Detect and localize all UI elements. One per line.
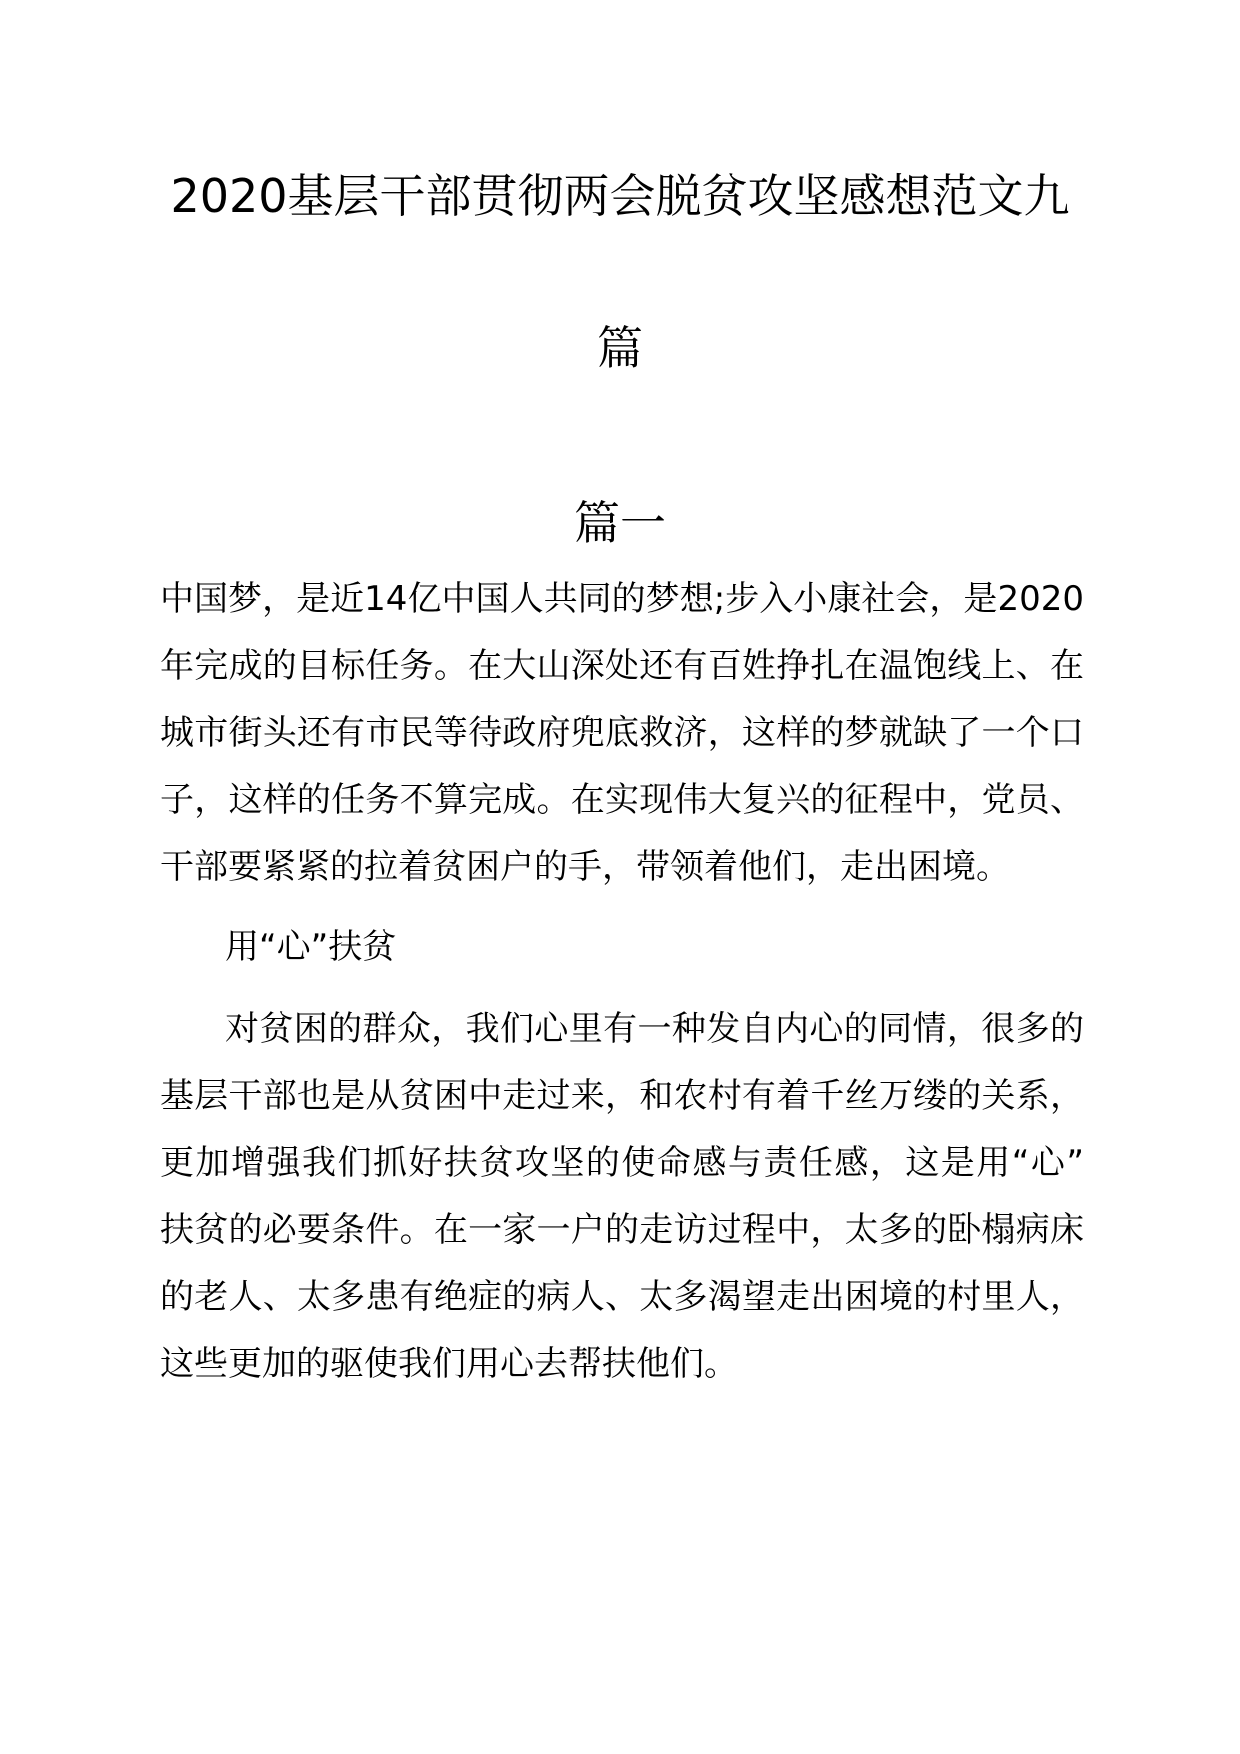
paragraph-1-line-3: 城市街头还有市民等待政府兜底救济，这样的梦就缺了一个口 (160, 713, 1084, 753)
paragraph-1-line-4: 子，这样的任务不算完成。在实现伟大复兴的征程中，党员、 (160, 780, 1084, 820)
paragraph-2-line-1: 对贫困的群众，我们心里有一种发自内心的同情，很多的 (225, 1009, 1084, 1049)
paragraph-2-line-6: 这些更加的驱使我们用心去帮扶他们。 (160, 1344, 738, 1384)
subheading: 用“心”扶贫 (225, 927, 397, 967)
paragraph-1-line-5: 干部要紧紧的拉着贫困户的手，带领着他们，走出困境。 (160, 847, 1010, 887)
paragraph-2-line-4: 扶贫的必要条件。在一家一户的走访过程中，太多的卧榻病床 (160, 1210, 1084, 1250)
document-title-line-2: 篇 (597, 321, 643, 375)
paragraph-2-line-5: 的老人、太多患有绝症的病人、太多渴望走出困境的村里人， (160, 1277, 1084, 1317)
paragraph-2-line-3: 更加增强我们抓好扶贫攻坚的使命感与责任感，这是用“心” (160, 1143, 1084, 1183)
paragraph-1-line-1: 中国梦，是近14亿中国人共同的梦想;步入小康社会，是2020 (160, 579, 1084, 619)
paragraph-1-line-2: 年完成的目标任务。在大山深处还有百姓挣扎在温饱线上、在 (160, 646, 1084, 686)
paragraph-2-line-2: 基层干部也是从贫困中走过来，和农村有着千丝万缕的关系， (160, 1076, 1084, 1116)
document-title-line-1: 2020基层干部贯彻两会脱贫攻坚感想范文九 (170, 169, 1070, 223)
section-heading: 篇一 (574, 496, 666, 550)
